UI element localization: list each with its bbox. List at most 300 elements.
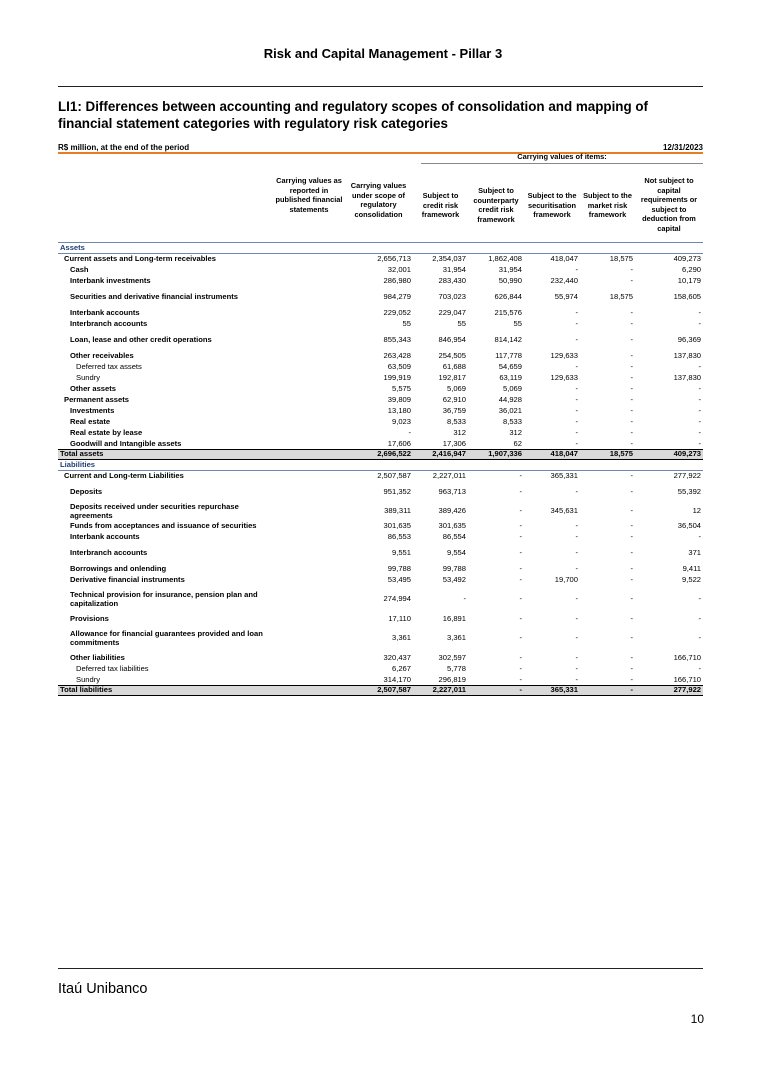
- spacer-cell: [274, 664, 344, 675]
- row-label: Borrowings and onlending: [70, 563, 167, 573]
- value-cell: -: [698, 531, 702, 541]
- table-row: [58, 428, 703, 439]
- spacer-cell: [274, 439, 344, 450]
- value-cell: 32,001: [387, 264, 411, 274]
- value-cell: -: [630, 663, 633, 673]
- row-label: Permanent assets: [64, 394, 130, 404]
- value-cell: 855,343: [383, 334, 411, 344]
- column-header-2: Carrying values under scope of regulatory consolidation: [350, 181, 407, 219]
- spacer-cell: [274, 450, 344, 460]
- spacer-cell: [274, 417, 344, 428]
- spacer-cell: [274, 471, 344, 482]
- value-cell: -: [575, 438, 578, 448]
- value-cell: 129,633: [550, 350, 578, 360]
- value-cell: -: [463, 594, 466, 604]
- spacer-cell: [274, 384, 344, 395]
- value-cell: 301,635: [383, 520, 411, 530]
- value-cell: 36,021: [498, 405, 522, 415]
- row-label: Interbranch accounts: [70, 547, 148, 557]
- row-label: Deposits: [70, 486, 103, 496]
- value-cell: -: [575, 318, 578, 328]
- value-cell: -: [630, 633, 633, 643]
- value-cell: -: [519, 520, 522, 530]
- row-label: Current assets and Long-term receivables: [64, 254, 216, 263]
- value-cell: -: [519, 594, 522, 604]
- value-cell: -: [575, 563, 578, 573]
- value-cell: 18,575: [580, 450, 635, 460]
- spacer-cell: [274, 335, 344, 346]
- value-cell: 17,110: [388, 613, 411, 623]
- value-cell: -: [575, 674, 578, 684]
- value-cell: -: [698, 594, 702, 604]
- value-cell: 302,597: [438, 652, 466, 662]
- value-cell: -: [575, 613, 578, 623]
- column-header-6: Subject to the market risk framework: [583, 191, 632, 219]
- spacer-cell: [274, 503, 344, 521]
- value-cell: -: [630, 318, 633, 328]
- value-cell: -: [698, 416, 702, 426]
- value-cell: -: [630, 275, 633, 285]
- value-cell: 137,830: [673, 372, 702, 382]
- value-cell: 418,047: [550, 254, 578, 263]
- spacer-cell: [274, 276, 344, 287]
- value-cell: -: [630, 563, 633, 573]
- row-label: Total assets: [58, 450, 274, 460]
- value-cell: -: [519, 471, 522, 480]
- value-cell: 5,069: [446, 383, 466, 393]
- value-cell: 409,273: [635, 450, 703, 460]
- value-cell: -: [698, 383, 702, 393]
- value-cell: 18,575: [609, 291, 633, 301]
- table-row: [58, 614, 703, 625]
- row-label: Total liabilities: [58, 686, 274, 696]
- value-cell: 96,369: [677, 334, 702, 344]
- row-label: Other liabilities: [70, 652, 125, 662]
- value-cell: -: [630, 394, 633, 404]
- value-cell: -: [575, 383, 578, 393]
- row-label: Sundry: [76, 674, 101, 684]
- value-cell: 283,430: [438, 275, 466, 285]
- value-cell: 44,928: [498, 394, 522, 404]
- value-cell: 8,533: [502, 416, 522, 426]
- section-row: [58, 460, 703, 471]
- table-row: [58, 351, 703, 362]
- total-row: [58, 450, 703, 460]
- value-cell: 371: [688, 547, 702, 557]
- value-cell: 55,974: [554, 291, 578, 301]
- value-cell: 9,522: [682, 574, 702, 584]
- value-cell: 409,273: [673, 254, 702, 263]
- value-cell: 312: [453, 427, 466, 437]
- table-row: [58, 653, 703, 664]
- value-cell: -: [698, 663, 702, 673]
- unit-note: R$ million, at the end of the period: [58, 143, 190, 152]
- table-row: [58, 521, 703, 532]
- value-cell: 365,331: [524, 686, 580, 696]
- value-cell: 286,980: [383, 275, 411, 285]
- value-cell: 1,862,408: [488, 254, 522, 263]
- table-row: [58, 319, 703, 330]
- value-cell: -: [575, 547, 578, 557]
- value-cell: 2,227,011: [413, 686, 468, 696]
- value-cell: -: [575, 361, 578, 371]
- value-cell: -: [519, 652, 522, 662]
- spacer-cell: [274, 292, 344, 303]
- table-row: [58, 487, 703, 498]
- value-cell: 5,575: [391, 383, 411, 393]
- table-row: [58, 276, 703, 287]
- value-cell: 137,830: [673, 350, 702, 360]
- brand-name: Itaú Unibanco: [58, 981, 148, 997]
- value-cell: 99,788: [387, 563, 411, 573]
- value-cell: 31,954: [498, 264, 522, 274]
- value-cell: -: [408, 427, 411, 437]
- value-cell: 6,267: [391, 663, 411, 673]
- row-label: Deferred tax assets: [76, 361, 142, 371]
- value-cell: 18,575: [609, 254, 633, 263]
- value-cell: 389,311: [384, 506, 411, 516]
- value-cell: 55: [513, 318, 522, 328]
- table-row: [58, 406, 703, 417]
- value-cell: 215,576: [494, 307, 522, 317]
- value-cell: 2,416,947: [413, 450, 468, 460]
- value-cell: 365,331: [550, 471, 578, 480]
- value-cell: 229,047: [438, 307, 466, 317]
- value-cell: 50,990: [498, 275, 522, 285]
- row-label: Deposits received under securities repurchase agreements: [70, 502, 239, 520]
- row-label: Goodwill and Intangible assets: [70, 438, 182, 448]
- value-cell: -: [575, 594, 578, 604]
- value-cell: -: [519, 613, 522, 623]
- row-label: Real estate: [70, 416, 111, 426]
- value-cell: 963,713: [438, 486, 466, 496]
- value-cell: -: [519, 547, 522, 557]
- value-cell: 9,023: [391, 416, 411, 426]
- value-cell: 8,533: [446, 416, 466, 426]
- value-cell: 99,788: [442, 563, 466, 573]
- value-cell: -: [630, 652, 633, 662]
- page-header-title: Risk and Capital Management - Pillar 3: [263, 46, 503, 61]
- spacer-cell: [274, 532, 344, 543]
- value-cell: -: [575, 652, 578, 662]
- value-cell: 31,954: [442, 264, 466, 274]
- value-cell: 17,306: [442, 438, 466, 448]
- value-cell: 314,170: [383, 674, 411, 684]
- spacer-cell: [274, 428, 344, 439]
- value-cell: 158,605: [673, 291, 702, 301]
- value-cell: 3,361: [391, 633, 411, 643]
- value-cell: 166,710: [673, 652, 702, 662]
- value-cell: -: [519, 486, 522, 496]
- section-label: Liabilities: [58, 460, 703, 471]
- value-cell: -: [698, 318, 702, 328]
- table-row: [58, 675, 703, 686]
- value-cell: -: [630, 307, 633, 317]
- row-label: Current and Long-term Liabilities: [64, 471, 184, 480]
- value-cell: 2,227,011: [432, 471, 466, 480]
- value-cell: -: [575, 334, 578, 344]
- value-cell: 320,437: [383, 652, 411, 662]
- value-cell: -: [575, 663, 578, 673]
- value-cell: -: [519, 563, 522, 573]
- table-row: [58, 308, 703, 319]
- value-cell: -: [698, 307, 702, 317]
- value-cell: -: [575, 633, 578, 643]
- spacer-cell: [274, 308, 344, 319]
- value-cell: 984,279: [383, 291, 411, 301]
- value-cell: 53,492: [442, 574, 466, 584]
- spacer-cell: [274, 686, 344, 696]
- row-label: Other receivables: [70, 350, 134, 360]
- value-cell: -: [698, 361, 702, 371]
- value-cell: 19,700: [554, 574, 578, 584]
- value-cell: 389,426: [438, 506, 466, 516]
- value-cell: 62: [513, 438, 522, 448]
- spacer-cell: [274, 254, 344, 265]
- value-cell: 3,361: [446, 633, 466, 643]
- value-cell: -: [519, 531, 522, 541]
- table-row: [58, 395, 703, 406]
- value-cell: 9,554: [446, 547, 466, 557]
- value-cell: 229,052: [383, 307, 411, 317]
- total-row: [58, 686, 703, 696]
- value-cell: 951,352: [383, 486, 411, 496]
- value-cell: -: [519, 506, 522, 516]
- row-label: Securities and derivative financial instruments: [70, 291, 238, 301]
- value-cell: 5,778: [446, 663, 466, 673]
- value-cell: -: [575, 416, 578, 426]
- value-cell: -: [575, 520, 578, 530]
- table-row: [58, 335, 703, 346]
- table-row: [58, 384, 703, 395]
- value-cell: 13,180: [387, 405, 411, 415]
- row-label: Interbank accounts: [70, 307, 140, 317]
- spacer-cell: [274, 575, 344, 586]
- table-row: [58, 591, 703, 609]
- value-cell: 814,142: [494, 334, 522, 344]
- value-cell: -: [575, 264, 578, 274]
- value-cell: 86,553: [387, 531, 411, 541]
- table-row: [58, 564, 703, 575]
- value-cell: 55: [402, 318, 411, 328]
- reference-date: 12/31/2023: [662, 143, 703, 152]
- spacer-cell: [274, 406, 344, 417]
- table-row: [58, 265, 703, 276]
- value-cell: -: [630, 334, 633, 344]
- value-cell: 296,819: [438, 674, 466, 684]
- value-cell: -: [630, 547, 633, 557]
- value-cell: 61,688: [442, 361, 466, 371]
- value-cell: -: [519, 674, 522, 684]
- value-cell: 9,411: [682, 563, 702, 573]
- spacer-cell: [274, 653, 344, 664]
- value-cell: -: [575, 486, 578, 496]
- spacer-cell: [274, 373, 344, 384]
- row-label: Deferred tax liabilities: [76, 663, 149, 673]
- value-cell: -: [698, 633, 702, 643]
- row-label: Interbank accounts: [70, 531, 140, 541]
- spacer-cell: [274, 362, 344, 373]
- value-cell: 117,778: [495, 350, 522, 360]
- value-cell: 277,922: [635, 686, 703, 696]
- value-cell: -: [630, 383, 633, 393]
- row-label: Real estate by lease: [70, 427, 143, 437]
- value-cell: 263,428: [383, 350, 411, 360]
- value-cell: -: [698, 405, 702, 415]
- value-cell: 36,759: [442, 405, 466, 415]
- value-cell: 166,710: [673, 674, 702, 684]
- value-cell: -: [630, 506, 633, 516]
- table-row: [58, 373, 703, 384]
- row-label: Funds from acceptances and issuance of securities: [70, 520, 257, 530]
- table-row: [58, 362, 703, 373]
- value-cell: 232,440: [550, 275, 578, 285]
- row-label: Cash: [70, 264, 89, 274]
- footer-rule: [58, 968, 703, 969]
- value-cell: -: [630, 471, 633, 480]
- value-cell: -: [630, 405, 633, 415]
- spacer-cell: [274, 521, 344, 532]
- value-cell: -: [630, 264, 633, 274]
- spacer-cell: [274, 395, 344, 406]
- value-cell: 12: [692, 506, 702, 516]
- spacer-cell: [274, 614, 344, 625]
- value-cell: -: [630, 613, 633, 623]
- value-cell: -: [698, 427, 702, 437]
- row-label: Sundry: [76, 372, 101, 382]
- column-header-1: Carrying values as reported in published financial statements: [275, 176, 343, 214]
- value-cell: -: [519, 663, 522, 673]
- table-row: [58, 417, 703, 428]
- value-cell: -: [519, 574, 522, 584]
- value-cell: -: [630, 361, 633, 371]
- li1-table: [58, 242, 703, 696]
- column-header-5: Subject to the securitisation framework: [527, 191, 577, 219]
- value-cell: -: [698, 613, 702, 623]
- value-cell: 846,954: [438, 334, 466, 344]
- value-cell: 301,635: [438, 520, 466, 530]
- value-cell: 55: [457, 318, 466, 328]
- value-cell: 703,023: [438, 291, 466, 301]
- value-cell: -: [698, 394, 702, 404]
- value-cell: 62,910: [442, 394, 466, 404]
- header-rule: [58, 86, 703, 87]
- value-cell: 1,907,336: [468, 450, 524, 460]
- value-cell: 192,817: [438, 372, 466, 382]
- value-cell: -: [630, 531, 633, 541]
- value-cell: -: [575, 394, 578, 404]
- group-header: Carrying values of items:: [517, 152, 607, 161]
- value-cell: -: [630, 350, 633, 360]
- row-label: Provisions: [70, 613, 109, 623]
- value-cell: 254,505: [438, 350, 466, 360]
- value-cell: 199,919: [383, 372, 411, 382]
- value-cell: 129,633: [550, 372, 578, 382]
- value-cell: 2,656,713: [377, 254, 411, 263]
- value-cell: 16,891: [442, 613, 466, 623]
- spacer-cell: [274, 564, 344, 575]
- value-cell: 54,659: [498, 361, 522, 371]
- row-label: Investments: [70, 405, 115, 415]
- section-label: Assets: [58, 243, 703, 254]
- value-cell: 53,495: [387, 574, 411, 584]
- row-label: Loan, lease and other credit operations: [70, 334, 212, 344]
- group-header-line: [421, 163, 703, 164]
- value-cell: 17,606: [387, 438, 411, 448]
- value-cell: 63,119: [499, 372, 522, 382]
- value-cell: -: [580, 686, 635, 696]
- value-cell: -: [630, 486, 633, 496]
- column-header-7: Not subject to capital requirements or subject to deduction from capital: [640, 176, 698, 233]
- value-cell: -: [630, 520, 633, 530]
- row-label: Derivative financial instruments: [70, 574, 185, 584]
- value-cell: 39,809: [387, 394, 411, 404]
- table-row: [58, 630, 703, 648]
- value-cell: -: [519, 633, 522, 643]
- row-label: Interbank investments: [70, 275, 151, 285]
- row-label: Interbranch accounts: [70, 318, 148, 328]
- value-cell: 10,179: [677, 275, 702, 285]
- spacer-cell: [274, 591, 344, 609]
- row-label: Allowance for financial guarantees provided and loan commitments: [70, 629, 263, 647]
- value-cell: 345,631: [550, 506, 578, 516]
- value-cell: -: [630, 372, 633, 382]
- table-row: [58, 292, 703, 303]
- value-cell: 55,392: [677, 486, 702, 496]
- spacer-cell: [274, 265, 344, 276]
- value-cell: 86,554: [442, 531, 466, 541]
- table-row: [58, 503, 703, 521]
- value-cell: 2,507,587: [344, 686, 413, 696]
- table-row: [58, 575, 703, 586]
- value-cell: -: [575, 307, 578, 317]
- value-cell: 2,354,037: [432, 254, 466, 263]
- row-label: Other assets: [70, 383, 117, 393]
- value-cell: 9,551: [391, 547, 411, 557]
- value-cell: 274,994: [383, 594, 411, 604]
- value-cell: -: [630, 416, 633, 426]
- value-cell: -: [630, 438, 633, 448]
- document-title: LI1: Differences between accounting and regulatory scopes of consolidation and mapping of financial statement categories with regulatory risk categories: [58, 99, 649, 131]
- value-cell: 277,922: [673, 471, 702, 480]
- spacer-cell: [274, 487, 344, 498]
- value-cell: -: [575, 405, 578, 415]
- value-cell: -: [575, 531, 578, 541]
- page-number: 10: [690, 1012, 704, 1026]
- spacer-cell: [274, 675, 344, 686]
- value-cell: 5,069: [502, 383, 522, 393]
- table-row: [58, 664, 703, 675]
- table-row: [58, 471, 703, 482]
- value-cell: 418,047: [524, 450, 580, 460]
- column-header-3: Subject to credit risk framework: [421, 191, 460, 219]
- value-cell: -: [630, 674, 633, 684]
- table-row: [58, 439, 703, 450]
- row-label: Technical provision for insurance, pension plan and capitalization: [70, 590, 258, 608]
- value-cell: 6,290: [682, 264, 702, 274]
- spacer-cell: [274, 548, 344, 559]
- value-cell: -: [468, 686, 524, 696]
- value-cell: 312: [509, 427, 522, 437]
- spacer-cell: [274, 319, 344, 330]
- spacer-cell: [274, 351, 344, 362]
- value-cell: -: [630, 574, 633, 584]
- table-row: [58, 254, 703, 265]
- table-row: [58, 532, 703, 543]
- value-cell: 2,696,522: [344, 450, 413, 460]
- section-row: [58, 243, 703, 254]
- spacer-cell: [274, 630, 344, 648]
